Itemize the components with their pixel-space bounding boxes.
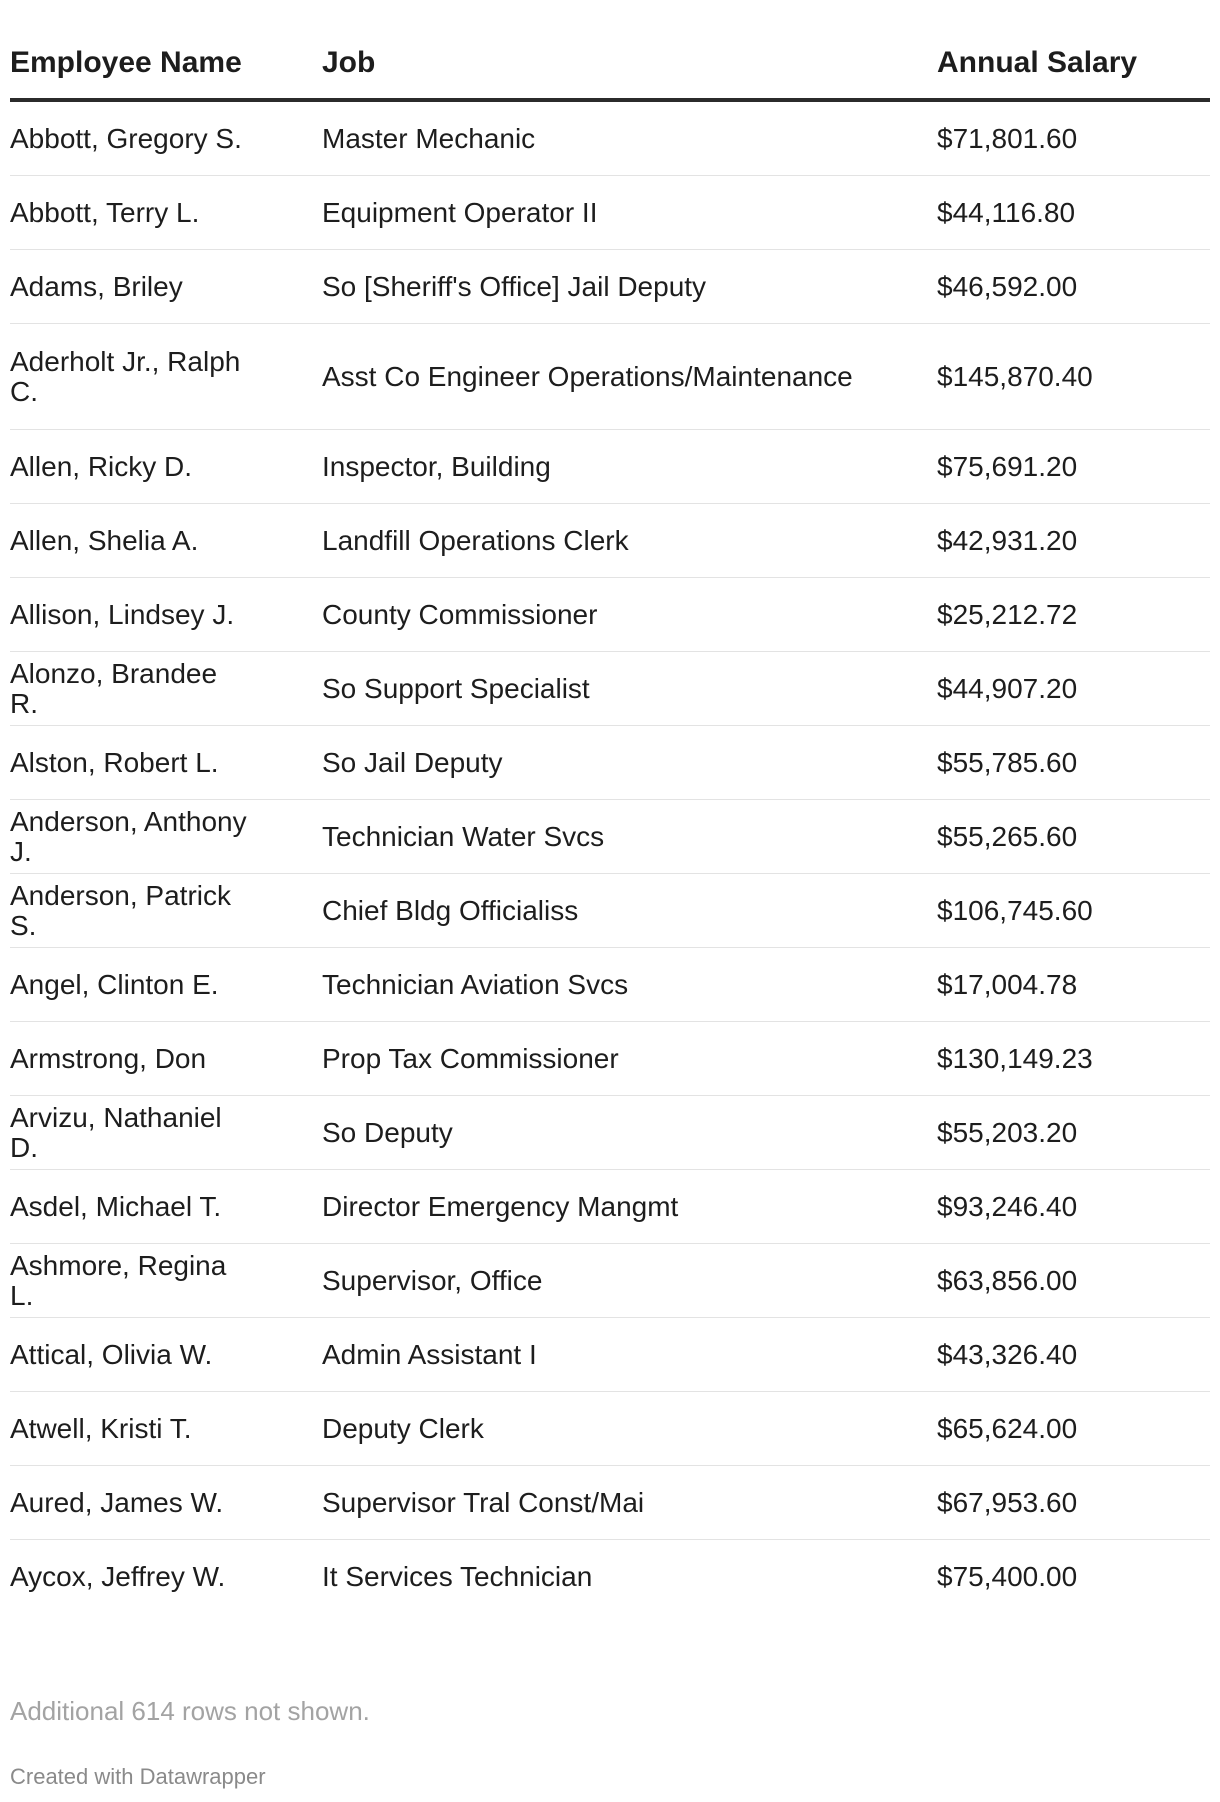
table-row [10,652,1210,726]
annual-salary-cell: $55,265.60 [937,800,1210,874]
employee-name-cell: Anderson, Anthony J. [10,800,322,874]
employee-name-cell: Allen, Ricky D. [10,430,322,504]
job-cell: Admin Assistant I [322,1318,937,1392]
job-cell: Inspector, Building [322,430,937,504]
annual-salary-cell: $46,592.00 [937,250,1210,324]
table-row [10,250,1210,324]
annual-salary-cell: $106,745.60 [937,874,1210,948]
table-row [10,100,1210,176]
table-row [10,1318,1210,1392]
job-cell: Technician Aviation Svcs [322,948,937,1022]
job-cell: Landfill Operations Clerk [322,504,937,578]
job-cell: Prop Tax Commissioner [322,1022,937,1096]
annual-salary-cell: $44,907.20 [937,652,1210,726]
job-cell: County Commissioner [322,578,937,652]
job-cell: Deputy Clerk [322,1392,937,1466]
annual-salary-cell: $55,203.20 [937,1096,1210,1170]
employee-name-cell: Armstrong, Don [10,1022,322,1096]
annual-salary-cell: $71,801.60 [937,100,1210,176]
annual-salary-cell: $75,400.00 [937,1560,1078,1592]
annual-salary-cell: $67,953.60 [937,1466,1210,1540]
employee-name-cell: Allen, Shelia A. [10,504,322,578]
job-cell: It Services Technician [322,1560,593,1592]
employee-name-cell: Attical, Olivia W. [10,1318,322,1392]
employee-name-cell: Atwell, Kristi T. [10,1392,322,1466]
annual-salary-cell: $42,931.20 [937,504,1210,578]
employee-name-cell: Abbott, Gregory S. [10,100,322,176]
annual-salary-cell: $17,004.78 [937,948,1210,1022]
employee-name-cell: Aderholt Jr., Ralph C. [10,324,322,430]
table-row [10,1392,1210,1466]
job-cell: Equipment Operator II [322,176,937,250]
table-row [10,1244,1210,1318]
annual-salary-cell: $44,116.80 [937,176,1210,250]
annual-salary-cell: $55,785.60 [937,726,1210,800]
table-row [10,948,1210,1022]
job-cell: So [Sheriff's Office] Jail Deputy [322,250,937,324]
table-row [10,1096,1210,1170]
table-row [10,504,1210,578]
annual-salary-cell: $43,326.40 [937,1318,1210,1392]
employee-name-cell: Ashmore, Regina L. [10,1244,322,1318]
employee-name-cell: Abbott, Terry L. [10,176,322,250]
table-row [10,1540,1210,1614]
table-header-row [10,28,1210,100]
employee-name-cell: Angel, Clinton E. [10,948,322,1022]
job-cell: Master Mechanic [322,100,937,176]
job-cell: Asst Co Engineer Operations/Maintenance [322,324,937,430]
job-cell: Director Emergency Mangmt [322,1170,937,1244]
annual-salary-cell: $75,691.20 [937,430,1210,504]
annual-salary-cell: $145,870.40 [937,324,1210,430]
table-row [10,800,1210,874]
employee-name-cell: Anderson, Patrick S. [10,874,322,948]
table-row [10,176,1210,250]
employee-name-cell: Alonzo, Brandee R. [10,652,322,726]
employee-name-cell: Alston, Robert L. [10,726,322,800]
job-cell: Technician Water Svcs [322,800,937,874]
table-row [10,430,1210,504]
table-row [10,1022,1210,1096]
table-row [10,874,1210,948]
employee-name-cell: Aured, James W. [10,1466,322,1540]
table-row [10,324,1210,430]
annual-salary-cell: $93,246.40 [937,1170,1210,1244]
annual-salary-cell: $65,624.00 [937,1392,1210,1466]
annual-salary-cell: $25,212.72 [937,578,1210,652]
employee-name-cell: Asdel, Michael T. [10,1170,322,1244]
employee-name-cell: Aycox, Jeffrey W. [10,1560,226,1592]
job-cell: So Support Specialist [322,652,937,726]
annual-salary-cell: $130,149.23 [937,1022,1210,1096]
salary-table [10,28,1210,1613]
annual-salary-cell: $63,856.00 [937,1244,1210,1318]
table-row [10,578,1210,652]
employee-name-cell: Adams, Briley [10,250,322,324]
table-row [10,1170,1210,1244]
column-header-job[interactable]: Job [322,28,937,100]
job-cell: Supervisor Tral Const/Mai [322,1466,937,1540]
column-header-employee-name[interactable]: Employee Name [10,28,322,100]
job-cell: Chief Bldg Officialiss [322,874,937,948]
table-row [10,726,1210,800]
job-cell: So Deputy [322,1096,937,1170]
credit-line: Created with Datawrapper [10,1764,266,1789]
job-cell: Supervisor, Office [322,1244,937,1318]
column-header-annual-salary[interactable]: Annual Salary [937,28,1210,100]
employee-name-cell: Arvizu, Nathaniel D. [10,1096,322,1170]
table-body [10,100,1210,1613]
job-cell: So Jail Deputy [322,726,937,800]
employee-name-cell: Allison, Lindsey J. [10,578,322,652]
rows-not-shown-note: Additional 614 rows not shown. [10,1696,370,1726]
table-row [10,1466,1210,1540]
